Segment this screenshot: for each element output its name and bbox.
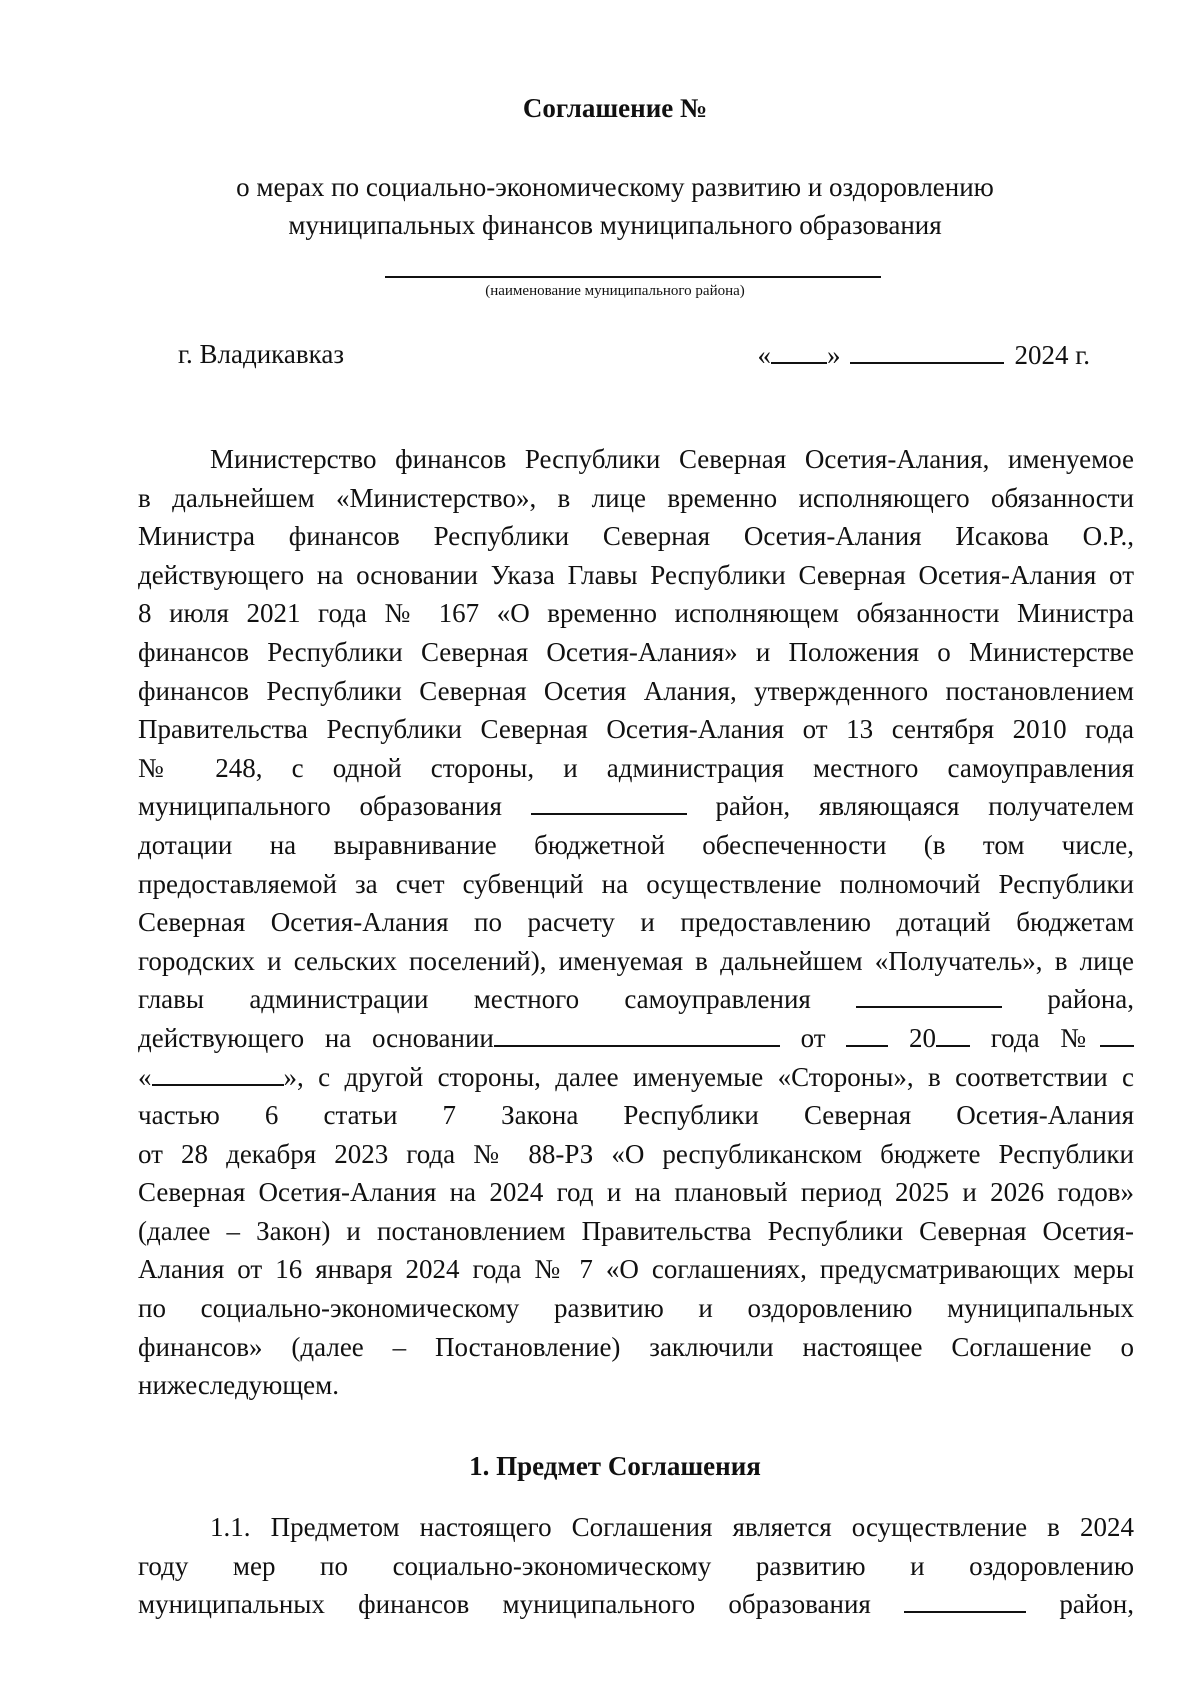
section-line: году мер по социально-экономическому развитию и оздоровлению: [138, 1550, 1134, 1581]
preamble-line: [138, 980, 1134, 1019]
preamble-line: [138, 1019, 1134, 1058]
preamble-line: по социально-экономическому развитию и оздоровлению муниципальных: [138, 1293, 1134, 1324]
text-fragment: район, являющаяся получателем: [715, 791, 1135, 822]
basis-blank: [494, 1021, 780, 1047]
preamble-line: Алания от 16 января 2024 года № 7 «О соглашениях, предусматривающих меры: [138, 1254, 1134, 1285]
text-fragment: », с другой стороны, далее именуемые «Стороны», в соответствии с: [283, 1061, 1134, 1092]
district-blank: [531, 789, 687, 815]
date-field: [757, 338, 1090, 371]
district-blank: [856, 982, 1002, 1008]
preamble-line: финансов Республики Северная Осетия Алания, утвержденного постановлением: [138, 675, 1134, 706]
text-fragment: «: [138, 1061, 152, 1092]
preamble-line: от 28 декабря 2023 года № 88-РЗ «О республиканском бюджете Республики: [138, 1138, 1134, 1169]
text-fragment: от: [800, 1022, 826, 1053]
text-fragment: район,: [1059, 1589, 1134, 1620]
preamble-line: [138, 787, 1134, 826]
preamble-line: частью 6 статьи 7 Закона Республики Северная Осетия-Алания: [138, 1100, 1134, 1131]
text-fragment: главы администрации местного самоуправления: [138, 984, 811, 1015]
day-blank: [771, 338, 827, 364]
district-name-caption: (наименование муниципального района): [485, 283, 745, 299]
year-label: 2024 г.: [1014, 340, 1090, 370]
preamble-line: городских и сельских поселений), именуемая в дальнейшем «Получатель», в лице: [138, 945, 1134, 976]
subtitle-line: о мерах по социально-экономическому развитию и оздоровлению: [236, 172, 994, 202]
preamble-line: № 248, с одной стороны, и администрация местного самоуправления: [138, 752, 1134, 783]
text-fragment: района,: [1047, 984, 1135, 1015]
section-1-title: 1. Предмет Соглашения: [469, 1451, 761, 1481]
preamble-line: Правительства Республики Северная Осетия-Алания от 13 сентября 2010 года: [138, 714, 1134, 745]
section-1-paragraph: [138, 1508, 1134, 1624]
preamble-line: в дальнейшем «Министерство», в лице временно исполняющего обязанности: [138, 482, 1134, 513]
text-fragment: муниципального образования: [138, 791, 502, 822]
preamble-line: финансов Республики Северная Осетия-Алания» и Положения о Министерстве: [138, 636, 1134, 667]
preamble-line: нижеследующем.: [138, 1370, 339, 1401]
preamble-line: (далее – Закон) и постановлением Правительства Республики Северная Осетия-: [138, 1215, 1134, 1246]
preamble-line: дотации на выравнивание бюджетной обеспеченности (в том числе,: [138, 829, 1134, 860]
district-blank: [904, 1587, 1026, 1613]
preamble-line: 8 июля 2021 года № 167 «О временно исполняющем обязанности Министра: [138, 598, 1134, 629]
city-label: г. Владикавказ: [178, 339, 344, 369]
section-line: 1.1. Предметом настоящего Соглашения является осуществление в 2024: [210, 1512, 1134, 1542]
section-line: [138, 1585, 1134, 1624]
preamble-line: финансов» (далее – Постановление) заключили настоящее Соглашение о: [138, 1331, 1134, 1362]
year-blank: [936, 1021, 970, 1047]
preamble-line: Северная Осетия-Алания на 2024 год и на плановый период 2025 и 2026 годов»: [138, 1177, 1134, 1208]
number-blank: [1100, 1021, 1134, 1047]
preamble-line: Министра финансов Республики Северная Осетия-Алания Исакова О.Р.,: [138, 521, 1134, 552]
preamble-line: действующего на основании Указа Главы Республики Северная Осетия-Алания от: [138, 559, 1134, 590]
subtitle-line: муниципальных финансов муниципального образования: [288, 210, 942, 240]
text-fragment: 20: [909, 1022, 936, 1053]
agreement-title: Соглашение №: [522, 93, 708, 123]
text-fragment: года №: [990, 1022, 1101, 1053]
quote-close: »: [826, 340, 841, 370]
preamble-line: Министерство финансов Республики Северная Осетия-Алания, именуемое: [210, 444, 1134, 474]
month-blank: [850, 338, 1004, 364]
title-blank: [152, 1060, 284, 1086]
text-fragment: действующего на основании: [138, 1022, 494, 1053]
preamble-line: предоставляемой за счет субвенций на осуществление полномочий Республики: [138, 868, 1134, 899]
preamble-line: Северная Осетия-Алания по расчету и предоставлению дотаций бюджетам: [138, 907, 1134, 938]
agreement-subtitle: [0, 168, 1200, 244]
text-fragment: муниципальных финансов муниципального образования: [138, 1589, 871, 1620]
day-blank: [846, 1021, 888, 1047]
preamble-paragraph: [138, 440, 1134, 1405]
preamble-line: [138, 1058, 1134, 1097]
quote-open: «: [757, 340, 771, 370]
district-name-blank: [385, 276, 881, 278]
